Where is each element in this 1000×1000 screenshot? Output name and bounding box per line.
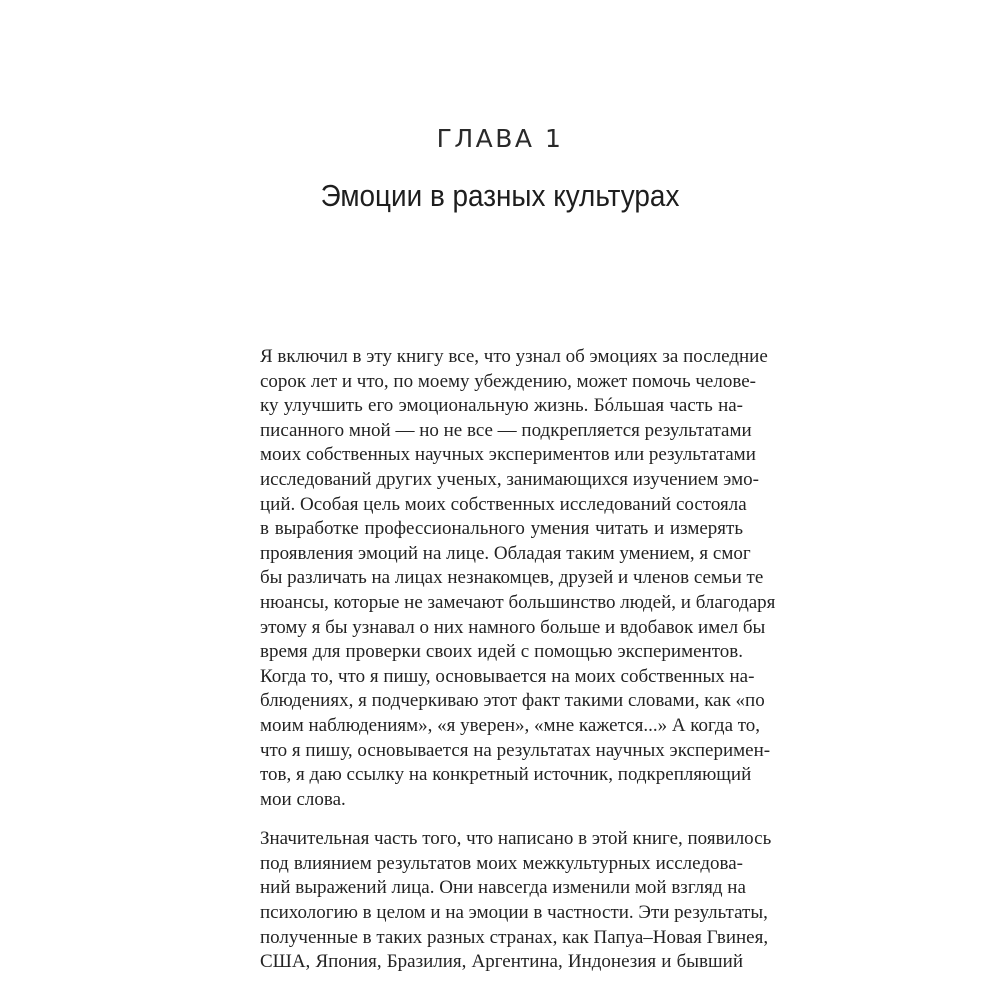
chapter-title: Эмоции в разных культурах [320, 178, 680, 213]
text-line: США, Япония, Бразилия, Аргентина, Индонезия и бывший [260, 951, 743, 973]
text-line: бы различать на лицах незнакомцев, друзей и членов семьи те [260, 567, 764, 589]
text-line: проявления эмоций на лице. Обладая таким умением, я смог [260, 542, 751, 564]
text-line: тов, я даю ссылку на конкретный источник, подкрепляющий [260, 764, 752, 786]
text-line: исследований других ученых, занимающихся изучением эмо- [260, 468, 759, 490]
text-line: моих собственных научных экспериментов или результатами [260, 444, 756, 466]
text-line: психологию в целом и на эмоции в частности. Эти результаты, [260, 902, 768, 924]
text-line: сорок лет и что, по моему убеждению, может помочь челове- [260, 370, 756, 392]
text-line: Значительная часть того, что написано в этой книге, появилось [260, 828, 772, 850]
text-line: полученные в таких разных странах, как Папуа–Новая Гвинея, [260, 926, 769, 948]
paragraph-1 [260, 345, 776, 812]
text-line: Я включил в эту книгу все, что узнал об эмоциях за последние [260, 346, 768, 367]
text-line: Когда то, что я пишу, основывается на моих собственных на- [260, 665, 755, 687]
text-line: ций. Особая цель моих собственных исследований состояла [260, 493, 747, 515]
text-line: что я пишу, основывается на результатах научных эксперимен- [260, 739, 771, 761]
text-line: ний выражений лица. Они навсегда изменили мой взгляд на [260, 877, 746, 899]
text-line: в выработке профессионального умения читать и измерять [260, 518, 743, 540]
text-line: под влиянием результатов моих межкультурных исследова- [260, 852, 743, 874]
text-line: мои слова. [260, 788, 346, 810]
chapter-label: ГЛАВА 1 [436, 124, 564, 153]
text-line: время для проверки своих идей с помощью экспериментов. [260, 641, 743, 663]
paragraph-2 [260, 827, 772, 975]
text-line: моим наблюдениям», «я уверен», «мне кажется...» А когда то, [260, 714, 761, 736]
text-line: писанного мной — но не все — подкрепляется результатами [260, 419, 752, 441]
text-line: ку улучшить его эмоциональную жизнь. Бóльшая часть на- [260, 395, 743, 417]
paragraph-gap [260, 812, 743, 827]
text-line: этому я бы узнавал о них намного больше и вдобавок имел бы [260, 616, 766, 638]
text-line: нюансы, которые не замечают большинство людей, и благодаря [260, 591, 776, 613]
body-text [260, 345, 776, 975]
text-line: блюдениях, я подчеркиваю этот факт такими словами, как «по [260, 690, 765, 712]
